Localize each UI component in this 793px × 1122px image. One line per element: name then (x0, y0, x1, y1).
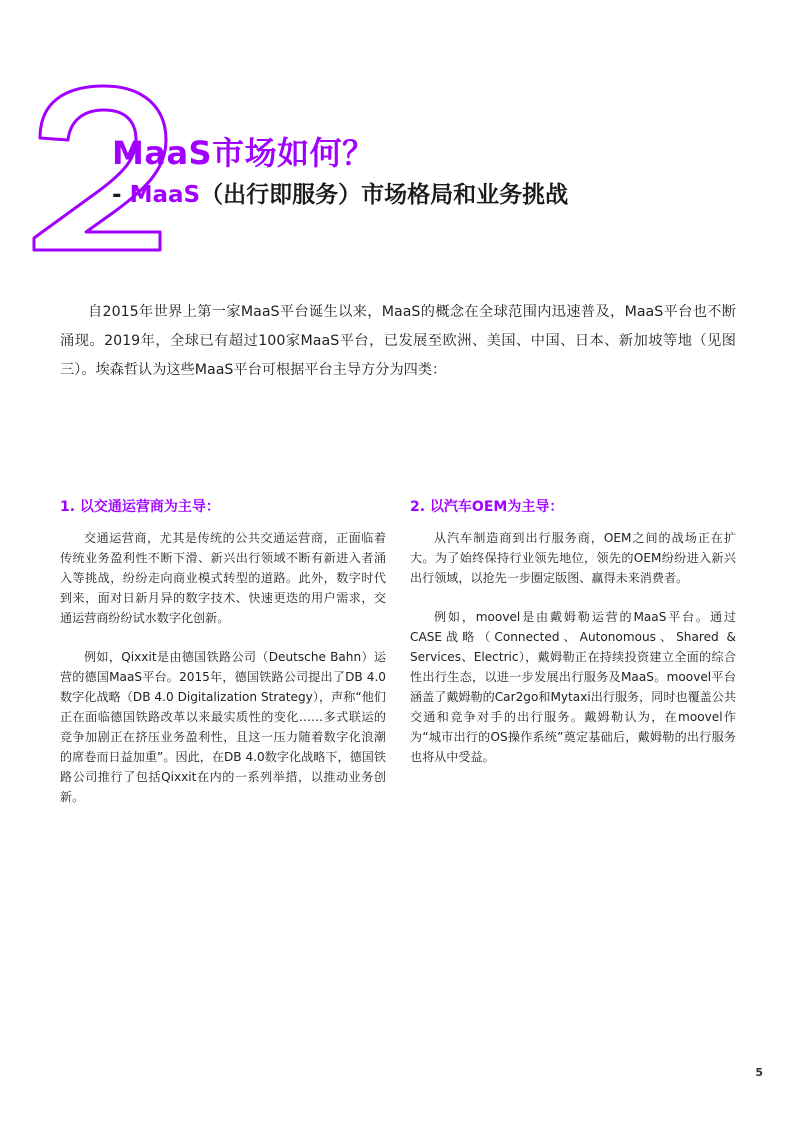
column-paragraph: 从汽车制造商到出行服务商，OEM之间的战场正在扩大。为了始终保持行业领先地位，领先的OEM纷纷进入新兴出行领域，以抢先一步圈定版图、赢得未来消费者。 (410, 531, 736, 585)
page-number: 5 (755, 1066, 763, 1079)
page-subtitle (112, 176, 568, 209)
subtitle-rest: （出行即服务）市场格局和业务挑战 (200, 182, 569, 208)
column-heading: 1. 以交通运营商为主导： (60, 499, 220, 515)
column-heading: 2. 以汽车OEM为主导： (410, 499, 564, 515)
column-paragraph: 交通运营商，尤其是传统的公共交通运营商，正面临着传统业务盈利性不断下滑、新兴出行领域不断有新进入者涌入等挑战，纷纷走向商业模式转型的道路。此外，数字时代到来，面对日新月异的数字技术、快速更迭的用户需求，交通运营商纷纷试水数字化创新。 (60, 531, 386, 625)
column-paragraph: 例如，moovel是由戴姆勒运营的MaaS平台。通过CASE战略（Connected、Autonomous、Shared & Services、Electric），戴姆勒正在持续投资建立全面的综合性出行生态，以进一步发展出行服务及MaaS。moovel平台涵盖了戴姆勒的Car2go和Mytaxi出行服务，同时也覆盖公共交通和竞争对手的出行服务。戴姆勒认为，在moovel作为“城市出行的OS操作系统”奠定基础后，戴姆勒的出行服务也将从中受益。 (410, 610, 736, 764)
column-oem-led (410, 496, 736, 786)
subtitle-brand: MaaS (129, 182, 201, 208)
intro-paragraph: 自2015年世界上第一家MaaS平台诞生以来，MaaS的概念在全球范围内迅速普及，MaaS平台也不断涌现。2019年，全球已有超过100家MaaS平台，已发展至欧洲、美国、中国、日本、新加坡等地（见图三）。埃森哲认为这些MaaS平台可根据平台主导方分为四类： (60, 304, 736, 378)
page-title: MaaS市场如何？ (112, 134, 375, 172)
column-paragraph: 例如，Qixxit是由德国铁路公司（Deutsche Bahn）运营的德国MaaS平台。2015年，德国铁路公司提出了DB 4.0数字化战略（DB 4.0 Digitalization Strategy），声称“他们正在面临德国铁路改革以来最实质性的变化……多式联运的竞争加剧正在挤压业务盈利性，且这一压力随着数字化浪潮的席卷而日益加重”。因此，在DB 4.0数字化战略下，德国铁路公司推行了包括Qixxit在内的一系列举措，以推动业务创新。 (60, 650, 386, 804)
subtitle-dash: - (112, 182, 130, 208)
column-operator-led (60, 496, 386, 826)
